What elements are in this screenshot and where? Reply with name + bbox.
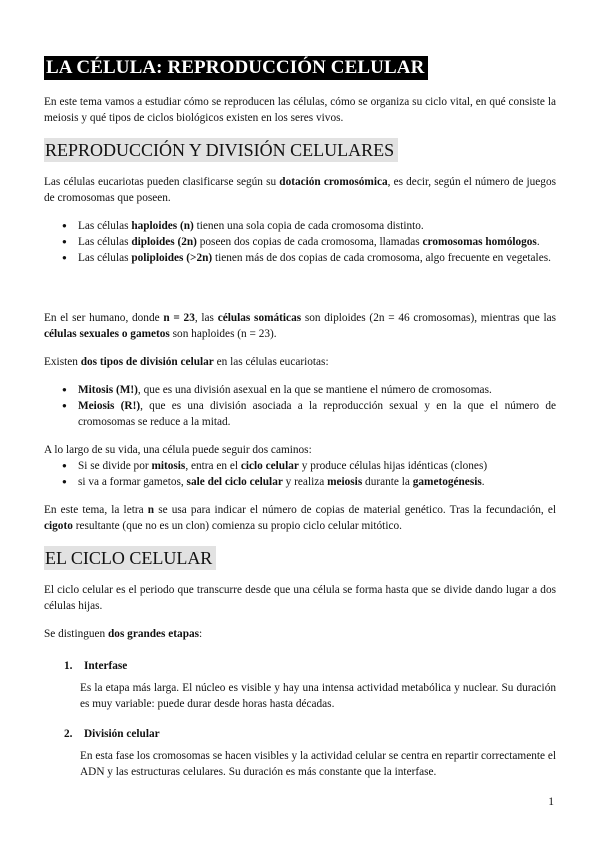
list-item: ● Mitosis (M!), que es una división asexual en la que se mantiene el número de cromosomas. xyxy=(44,382,556,398)
stage-description: Es la etapa más larga. El núcleo es visible y hay una intensa actividad metabólica y nuclear. Su duración es muy variable: puede durar desde horas hasta décadas. xyxy=(80,682,556,710)
stage-description: En esta fase los cromosomas se hacen visibles y la actividad celular se centra en repartir correctamente el ADN y las estructuras celulares. Su duración es más constante que la interfase. xyxy=(80,750,556,778)
division-intro-paragraph: Existen dos tipos de división celular en las células eucariotas: xyxy=(44,356,329,368)
list-item: ● Las células diploides (2n) poseen dos copias de cada cromosoma, llamadas cromosomas homólogos. xyxy=(44,234,556,250)
page-number: 1 xyxy=(548,796,554,808)
page-title: LA CÉLULA: REPRODUCCIÓN CELULAR xyxy=(44,56,428,80)
list-item: ● Meiosis (R!), que es una división asociada a la reproducción sexual y en la que el número de cromosomas se reduce a la mitad. xyxy=(44,398,556,430)
section-reproduccion xyxy=(44,138,556,162)
human-ploidy-paragraph: En el ser humano, donde n = 23, las células somáticas son diploides (2n = 46 cromosomas), mientras que las células sexuales o gametos son haploides (n = 23). xyxy=(44,312,556,340)
division-list xyxy=(44,382,556,430)
section-ciclo-celular xyxy=(44,546,556,570)
cycle-definition-paragraph: El ciclo celular es el periodo que transcurre desde que una célula se forma hasta que se divide dando lugar a dos células hijas. xyxy=(44,584,556,612)
ploidy-list xyxy=(44,218,556,266)
list-item: ● Si se divide por mitosis, entra en el ciclo celular y produce células hijas idénticas (clones) xyxy=(44,458,556,474)
stage-division-celular xyxy=(44,726,556,780)
paths-list xyxy=(44,458,556,490)
section-heading: REPRODUCCIÓN Y DIVISIÓN CELULARES xyxy=(44,138,398,162)
paths-intro-paragraph: A lo largo de su vida, una célula puede seguir dos caminos: xyxy=(44,444,312,456)
section-heading: EL CICLO CELULAR xyxy=(44,546,216,570)
letter-n-paragraph: En este tema, la letra n se usa para indicar el número de copias de material genético. Tras la fecundación, el cigoto resultante (que no es un clon) comienza su propio ciclo celular mitótico. xyxy=(44,504,556,532)
intro-paragraph: En este tema vamos a estudiar cómo se reproducen las células, cómo se organiza su ciclo vital, en qué consiste la meiosis y qué tipos de ciclos biológicos existen en los seres vivos. xyxy=(44,96,556,124)
stage-title: 1. Interfase xyxy=(64,660,128,672)
ploidy-intro-paragraph: Las células eucariotas pueden clasificarse según su dotación cromosómica, es decir, según el número de juegos de cromosomas que poseen. xyxy=(44,176,556,204)
stage-title: 2. División celular xyxy=(64,728,160,740)
list-item: ● si va a formar gametos, sale del ciclo celular y realiza meiosis durante la gametogénesis. xyxy=(44,474,556,490)
stages-intro-paragraph: Se distinguen dos grandes etapas: xyxy=(44,628,203,640)
list-item: ● Las células haploides (n) tienen una sola copia de cada cromosoma distinto. xyxy=(44,218,556,234)
stage-interfase xyxy=(44,658,556,712)
list-item: ● Las células poliploides (>2n) tienen más de dos copias de cada cromosoma, algo frecuente en vegetales. xyxy=(44,250,556,266)
